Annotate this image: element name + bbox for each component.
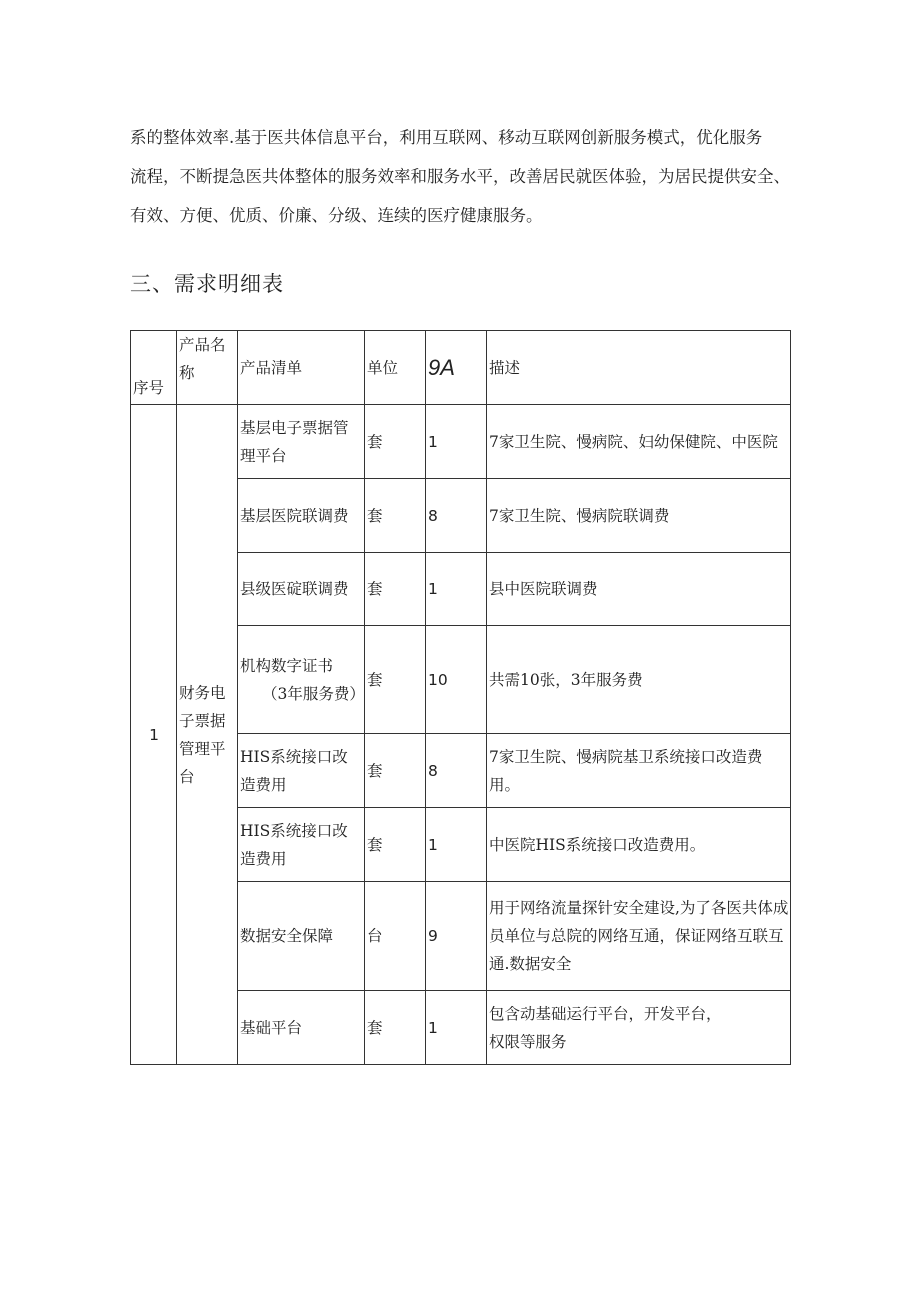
- header-seq: 序号: [131, 331, 177, 405]
- row-unit: 套: [365, 808, 426, 882]
- row-unit: 套: [365, 553, 426, 626]
- row-item-sub: （3年服务费）: [262, 684, 365, 703]
- header-quantity: 9A: [426, 331, 487, 405]
- row-unit: 套: [365, 991, 426, 1065]
- row-item-main: 机构数字证书: [240, 656, 334, 675]
- group-product-name: 财务电子票据管理平台: [177, 405, 238, 1065]
- row-item: 基层医院联调费: [238, 479, 365, 553]
- header-description: 描述: [487, 331, 791, 405]
- header-product-list: 产品清单: [238, 331, 365, 405]
- row-desc: 7家卫生院、慢病院联调费: [487, 479, 791, 553]
- table-row: [131, 405, 791, 479]
- row-unit: 套: [365, 626, 426, 734]
- row-item: HIS系统接口改造费用: [238, 734, 365, 808]
- intro-paragraph: [130, 118, 795, 235]
- row-qty: 1: [426, 991, 487, 1065]
- table-header-row: [131, 331, 791, 405]
- header-product-name: 产品名称: [177, 331, 238, 405]
- intro-line-1: 系的整体效率.基于医共体信息平台，利用互联网、移动互联网创新服务模式，优化服务: [130, 128, 763, 147]
- row-qty: 1: [426, 808, 487, 882]
- row-unit: 套: [365, 405, 426, 479]
- row-item: [238, 626, 365, 734]
- row-qty: 8: [426, 734, 487, 808]
- row-desc: 县中医院联调费: [487, 553, 791, 626]
- row-desc: 共需10张，3年服务费: [487, 626, 791, 734]
- intro-line-2: 流程，不断提急医共体整体的服务效率和服务水平，改善居民就医体验，为居民提供安全、: [130, 167, 790, 186]
- row-item: 县级医碇联调费: [238, 553, 365, 626]
- row-item: 基础平台: [238, 991, 365, 1065]
- row-qty: 8: [426, 479, 487, 553]
- row-qty: 1: [426, 405, 487, 479]
- row-unit: 套: [365, 734, 426, 808]
- row-item: HIS系统接口改造费用: [238, 808, 365, 882]
- row-qty: 10: [426, 626, 487, 734]
- row-qty: 9: [426, 882, 487, 991]
- intro-line-3: 有效、方便、优质、价廉、分级、连续的医疗健康服务。: [130, 206, 543, 225]
- row-desc: 中医院HIS系统接口改造费用。: [487, 808, 791, 882]
- section-title: 三、需求明细表: [130, 272, 284, 296]
- header-unit: 单位: [365, 331, 426, 405]
- row-desc-line-2: 权限等服务: [489, 1032, 567, 1051]
- row-desc: 7家卫生院、慢病院、妇幼保健院、中医院: [487, 405, 791, 479]
- row-desc-line-1: 包含动基础运行平台，开发平台，: [489, 1004, 722, 1023]
- row-item: 数据安全保障: [238, 882, 365, 991]
- row-qty: 1: [426, 553, 487, 626]
- requirements-table: [130, 330, 791, 1065]
- row-desc: 7家卫生院、慢病院基卫系统接口改造费用。: [487, 734, 791, 808]
- row-unit: 套: [365, 479, 426, 553]
- row-item: 基层电子票据管理平台: [238, 405, 365, 479]
- group-seq: 1: [131, 405, 177, 1065]
- row-unit: 台: [365, 882, 426, 991]
- row-desc: [487, 991, 791, 1065]
- row-desc: 用于网络流量探针安全建设,为了各医共体成员单位与总院的网络互通，保证网络互联互通.数据安全: [487, 882, 791, 991]
